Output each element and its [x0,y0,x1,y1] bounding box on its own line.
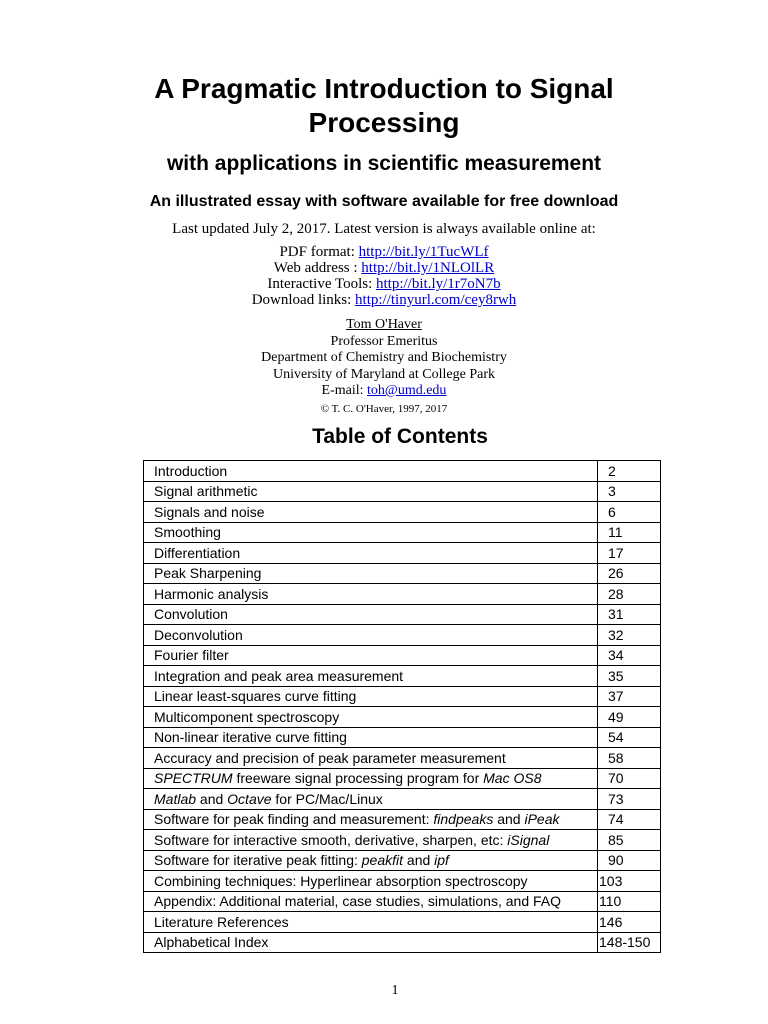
toc-title-part: Non-linear iterative curve fitting [154,729,347,746]
toc-row[interactable] [144,604,661,625]
toc-entry-title [144,563,598,584]
toc-entry-page: 73 [598,789,661,810]
toc-row[interactable] [144,543,661,564]
toc-entry-page: 70 [598,768,661,789]
toc-row[interactable] [144,727,661,748]
toc-entry-title [144,748,598,769]
author-block [0,317,768,400]
toc-row[interactable] [144,891,661,912]
web-label: Web address : [273,260,362,276]
toc-entry-page: 110 [598,891,661,912]
toc-title-part: peakfit [361,852,404,869]
author-name-text: Tom O'Haver [346,317,422,332]
web-address-link[interactable]: http://bit.ly/1NLOlLR [361,260,495,276]
title-line-1: A Pragmatic Introduction to Signal [154,73,614,104]
toc-title-part: freeware signal processing program for [232,770,484,787]
toc-row[interactable] [144,522,661,543]
toc-entry-page: 148-150 [598,932,661,953]
toc-title-part: Alphabetical Index [154,934,269,951]
toc-row[interactable] [144,932,661,953]
toc-body [144,461,661,953]
toc-title-part: Integration and peak area measurement [154,667,404,684]
toc-entry-title [144,789,598,810]
pdf-label: PDF format: [279,244,359,260]
toc-entry-page: 3 [598,481,661,502]
toc-row[interactable] [144,871,661,892]
toc-title-part: Software for peak finding and measurement: [154,811,434,828]
download-label: Download links: [251,292,356,308]
toc-row[interactable] [144,481,661,502]
toc-row[interactable] [144,912,661,933]
toc-entry-page: 90 [598,850,661,871]
author-email-row [0,383,768,400]
toc-title-part: Harmonic analysis [154,585,269,602]
toc-entry-title [144,871,598,892]
toc-title-part: Convolution [154,606,228,623]
toc-entry-page: 34 [598,645,661,666]
toc-row[interactable] [144,850,661,871]
essay-description: An illustrated essay with software available for free download [149,193,619,210]
toc-entry-page: 17 [598,543,661,564]
toc-entry-title [144,727,598,748]
toc-title-part: Multicomponent spectroscopy [154,708,340,725]
toc-row[interactable] [144,748,661,769]
toc-row[interactable] [144,461,661,482]
toc-row[interactable] [144,686,661,707]
toc-entry-page: 35 [598,666,661,687]
toc-entry-title [144,686,598,707]
author-university: University of Maryland at College Park [272,366,495,382]
toc-row[interactable] [144,584,661,605]
toc-row[interactable] [144,830,661,851]
links-block [0,244,768,308]
toc-entry-page: 85 [598,830,661,851]
toc-row[interactable] [144,502,661,523]
download-link[interactable]: http://tinyurl.com/cey8rwh [355,292,517,308]
toc-title-part: and [493,811,525,828]
toc-title-part: Octave [227,790,272,807]
table-of-contents [143,460,661,953]
toc-entry-title [144,932,598,953]
toc-entry-title [144,830,598,851]
toc-entry-page: 26 [598,563,661,584]
toc-entry-title [144,891,598,912]
toc-entry-title [144,481,598,502]
toc-row[interactable] [144,809,661,830]
toc-title-part: iPeak [524,811,560,828]
toc-row[interactable] [144,768,661,789]
toc-title-part: Peak Sharpening [154,565,262,582]
email-label: E-mail: [321,383,368,398]
toc-title-part: Mac OS8 [483,770,542,787]
toc-entry-title [144,604,598,625]
toc-title-part: Fourier filter [154,647,229,664]
toc-title-part: Literature References [154,913,289,930]
toc-row[interactable] [144,645,661,666]
toc-title-part: Software for iterative peak fitting: [154,852,362,869]
toc-title-part: and [403,852,435,869]
toc-title-part: findpeaks [433,811,494,828]
tools-link-row [0,276,768,292]
author-department: Department of Chemistry and Biochemistry [261,350,507,365]
toc-heading: Table of Contents [312,425,488,448]
toc-entry-title [144,584,598,605]
toc-row[interactable] [144,789,661,810]
toc-entry-page: 49 [598,707,661,728]
toc-entry-title [144,809,598,830]
toc-title-part: Appendix: Additional material, case studies, simulations, and FAQ [154,893,561,910]
pdf-link-row [0,244,768,260]
toc-entry-page: 58 [598,748,661,769]
pdf-link[interactable]: http://bit.ly/1TucWLf [358,244,489,260]
toc-title-part: Accuracy and precision of peak parameter measurement [154,749,506,766]
toc-entry-title [144,912,598,933]
toc-title-part: Deconvolution [154,626,243,643]
toc-entry-title [144,461,598,482]
toc-title-part: for PC/Mac/Linux [271,790,383,807]
toc-entry-page: 28 [598,584,661,605]
toc-entry-page: 32 [598,625,661,646]
toc-entry-page: 6 [598,502,661,523]
web-link-row [0,260,768,276]
title-line-2: Processing [308,107,460,138]
toc-title-part: Software for interactive smooth, derivative, sharpen, etc: [154,831,508,848]
document-subtitle: with applications in scientific measurement [166,152,602,175]
toc-row[interactable] [144,666,661,687]
email-link[interactable]: toh@umd.edu [367,383,447,398]
toc-entry-title [144,707,598,728]
toc-entry-page: 37 [598,686,661,707]
toc-title-part: Signal arithmetic [154,483,258,500]
toc-title-part: Signals and noise [154,503,265,520]
author-role: Professor Emeritus [330,333,438,349]
toc-title-part: Smoothing [154,524,221,541]
last-updated-note: Last updated July 2, 2017. Latest version is always available online at: [172,221,596,237]
toc-row[interactable] [144,563,661,584]
toc-entry-page: 2 [598,461,661,482]
toc-title-part: Matlab [154,790,197,807]
tools-label: Interactive Tools: [267,276,377,292]
toc-entry-page: 74 [598,809,661,830]
download-link-row [0,292,768,308]
toc-entry-title [144,645,598,666]
toc-entry-page: 54 [598,727,661,748]
toc-entry-page: 11 [598,522,661,543]
toc-entry-title [144,768,598,789]
toc-entry-page: 103 [598,871,661,892]
toc-title-part: and [196,790,228,807]
toc-title-part: Differentiation [154,544,241,561]
toc-entry-title [144,850,598,871]
toc-entry-title [144,625,598,646]
copyright-notice: © T. C. O'Haver, 1997, 2017 [320,403,448,415]
page-number: 1 [391,983,399,998]
toc-title-part: ipf [434,852,449,869]
toc-entry-page: 146 [598,912,661,933]
toc-title-part: Combining techniques: Hyperlinear absorption spectroscopy [154,872,528,889]
toc-entry-title [144,522,598,543]
toc-title-part: Linear least-squares curve fitting [154,688,357,705]
toc-row[interactable] [144,625,661,646]
document-title [0,72,768,140]
toc-entry-title [144,666,598,687]
toc-entry-page: 31 [598,604,661,625]
interactive-tools-link[interactable]: http://bit.ly/1r7oN7b [376,276,501,292]
toc-entry-title [144,543,598,564]
author-name [0,317,768,334]
toc-entry-title [144,502,598,523]
toc-row[interactable] [144,707,661,728]
toc-title-part: SPECTRUM [154,770,233,787]
toc-title-part: iSignal [507,831,550,848]
toc-title-part: Introduction [154,462,228,479]
